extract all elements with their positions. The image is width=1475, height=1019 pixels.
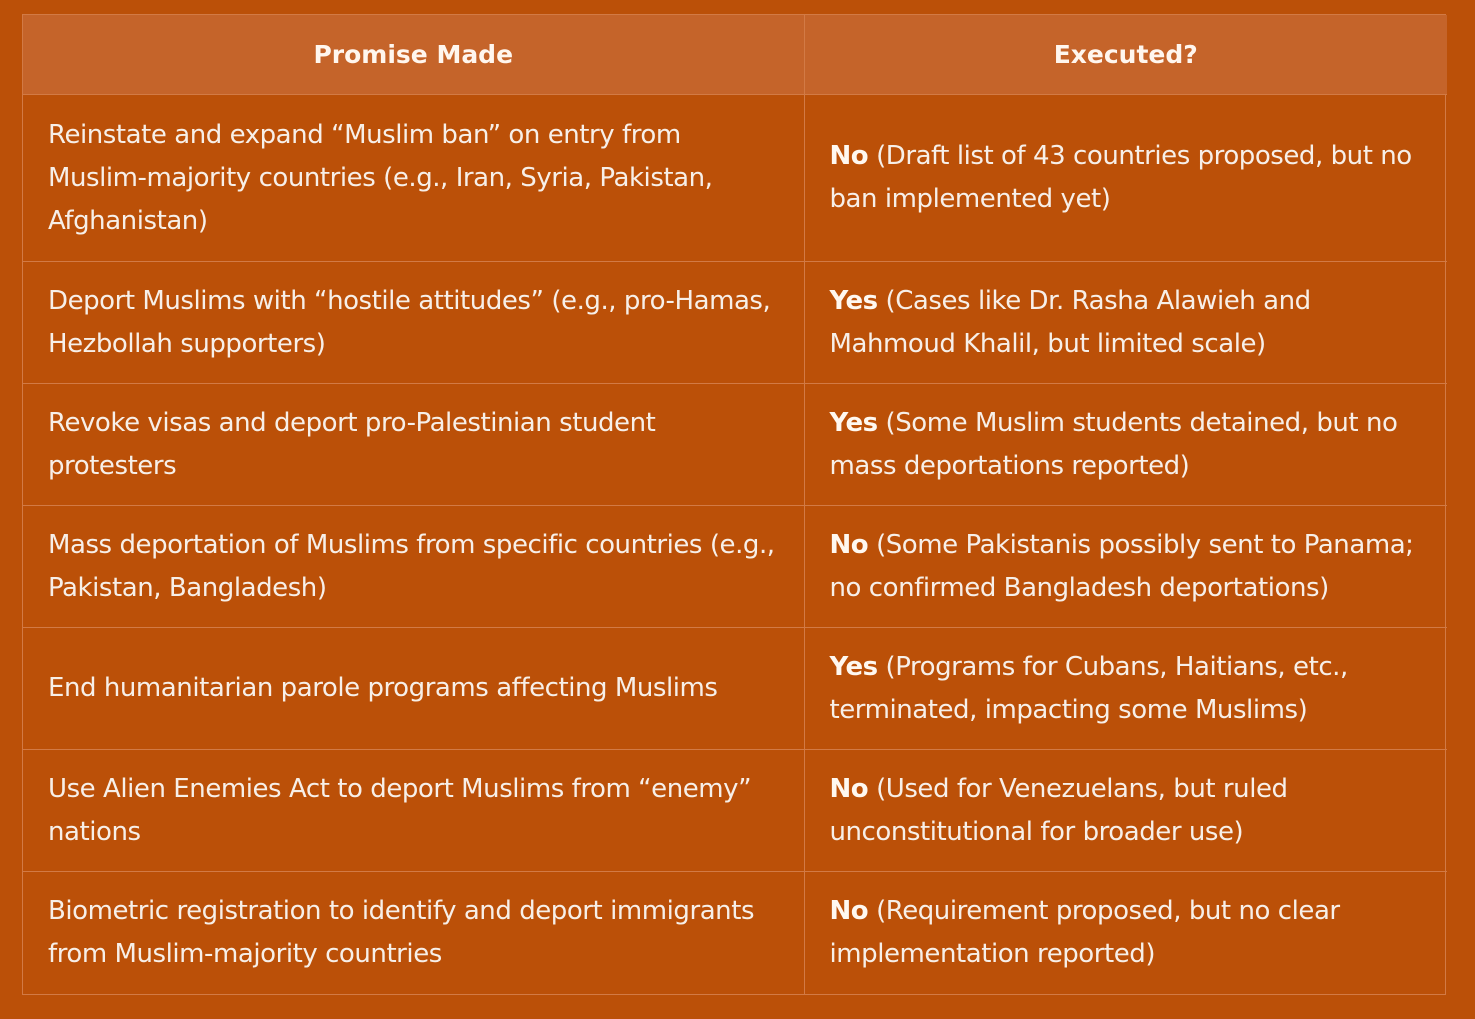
promises-table-container <box>22 14 1446 995</box>
table-row <box>23 384 1447 506</box>
promise-cell: Deport Muslims with “hostile attitudes” (e.g., pro-Hamas, Hezbollah supporters) <box>23 262 804 384</box>
verdict-detail: (Cases like Dr. Rasha Alawieh and Mahmoud Khalil, but limited scale) <box>829 285 1311 359</box>
verdict-label: Yes <box>829 285 878 316</box>
promise-cell: Mass deportation of Muslims from specific countries (e.g., Pakistan, Bangladesh) <box>23 506 804 628</box>
verdict-detail: (Some Pakistanis possibly sent to Panama; no confirmed Bangladesh deportations) <box>829 529 1414 603</box>
verdict-detail: (Programs for Cubans, Haitians, etc., terminated, impacting some Muslims) <box>829 651 1348 725</box>
table-row <box>23 872 1447 994</box>
table-row <box>23 95 1447 262</box>
verdict-label: Yes <box>829 651 878 682</box>
verdict-detail: (Some Muslim students detained, but no mass deportations reported) <box>829 407 1398 481</box>
promise-cell: Biometric registration to identify and deport immigrants from Muslim-majority countries <box>23 872 804 994</box>
table-row <box>23 628 1447 750</box>
table-row <box>23 750 1447 872</box>
executed-cell <box>804 95 1447 262</box>
executed-cell <box>804 872 1447 994</box>
column-header-promise: Promise Made <box>23 15 804 95</box>
executed-cell <box>804 750 1447 872</box>
verdict-label: Yes <box>829 407 878 438</box>
table-header-row <box>23 15 1447 95</box>
promise-cell: End humanitarian parole programs affecting Muslims <box>23 628 804 750</box>
verdict-detail: (Used for Venezuelans, but ruled unconstitutional for broader use) <box>829 773 1288 847</box>
promises-table <box>23 15 1447 994</box>
executed-cell <box>804 628 1447 750</box>
promise-cell: Reinstate and expand “Muslim ban” on entry from Muslim-majority countries (e.g., Iran, Syria, Pakistan, Afghanistan) <box>23 95 804 262</box>
table-row <box>23 506 1447 628</box>
table-row <box>23 262 1447 384</box>
verdict-detail: (Requirement proposed, but no clear implementation reported) <box>829 896 1340 970</box>
column-header-executed: Executed? <box>804 15 1447 95</box>
executed-cell <box>804 384 1447 506</box>
verdict-label: No <box>829 896 869 927</box>
verdict-detail: (Draft list of 43 countries proposed, but no ban implemented yet) <box>829 141 1412 215</box>
executed-cell <box>804 506 1447 628</box>
promise-cell: Revoke visas and deport pro-Palestinian student protesters <box>23 384 804 506</box>
verdict-label: No <box>829 773 869 804</box>
executed-cell <box>804 262 1447 384</box>
promise-cell: Use Alien Enemies Act to deport Muslims from “enemy” nations <box>23 750 804 872</box>
verdict-label: No <box>829 529 869 560</box>
verdict-label: No <box>829 141 869 172</box>
